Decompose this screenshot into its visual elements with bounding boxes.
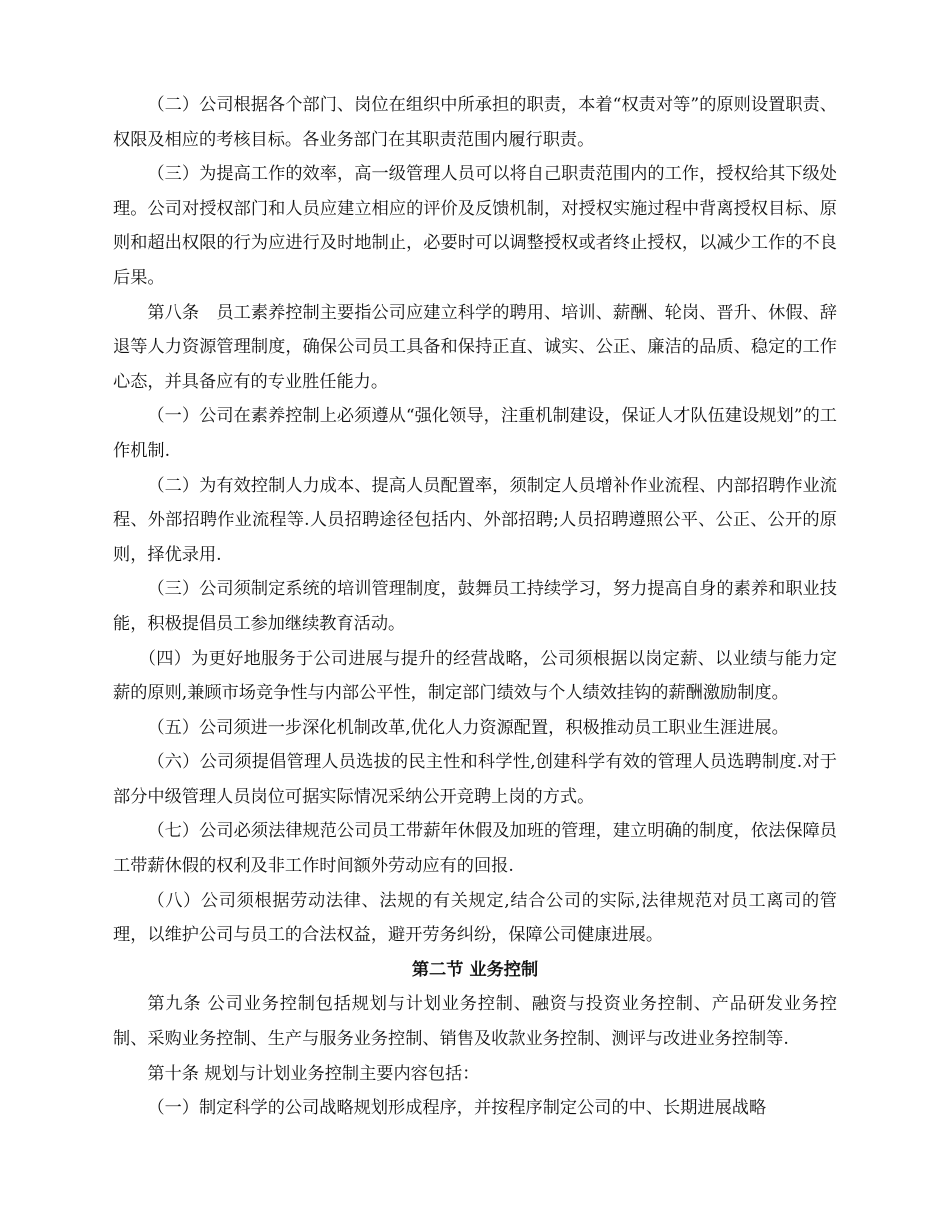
article-8-item-5: （五）公司须进一步深化机制改革,优化人力资源配置，积极推动员工职业生涯进展。	[147, 717, 789, 738]
article-8-item-4: （四）为更好地服务于公司进展与提升的经营战略，公司须根据以岗定薪、以业绩与能力定薪的原则,兼顾市场竞争性与内部公平性，制定部门绩效与个人绩效挂钩的薪酬激励制度。	[113, 648, 837, 704]
article-8-item-3: （三）公司须制定系统的培训管理制度，鼓舞员工持续学习，努力提高自身的素养和职业技能，积极提倡员工参加继续教育活动。	[113, 579, 837, 634]
article-10: 第十条 规划与计划业务控制主要内容包括：	[147, 1063, 480, 1084]
article-10-item-1: （一）制定科学的公司战略规划形成程序，并按程序制定公司的中、长期进展战略	[147, 1098, 767, 1119]
article-8: 第八条 员工素养控制主要指公司应建立科学的聘用、培训、薪酬、轮岗、晋升、休假、辞退等人力资源管理制度，确保公司员工具备和保持正直、诚实、公正、廉洁的品质、稳定的工作心态，并具备应有的专业胜任能力。	[113, 302, 837, 392]
article-9: 第九条 公司业务控制包括规划与计划业务控制、融资与投资业务控制、产品研发业务控制、采购业务控制、生产与服务业务控制、销售及收款业务控制、测评与改进业务控制等.	[113, 994, 837, 1050]
article-8-item-1: （一）公司在素养控制上必须遵从“强化领导，注重机制建设，保证人才队伍建设规划”的工作机制.	[113, 406, 837, 461]
paragraph-2-3: （三）为提高工作的效率，高一级管理人员可以将自己职责范围内的工作，授权给其下级处理。公司对授权部门和人员应建立相应的评价及反馈机制，对授权实施过程中背离授权目标、原则和超出权限的行为应进行及时地制止，必要时可以调整授权或者终止授权，以减少工作的不良后果。	[113, 164, 837, 288]
article-8-item-6: （六）公司须提倡管理人员选拔的民主性和科学性,创建科学有效的管理人员选聘制度.对于部分中级管理人员岗位可据实际情况采纳公开竞聘上岗的方式。	[113, 752, 837, 807]
article-8-item-8: （八）公司须根据劳动法律、法规的有关规定,结合公司的实际,法律规范对员工离司的管理，以维护公司与员工的合法权益，避开劳务纠纷，保障公司健康进展。	[113, 890, 837, 946]
section-heading: 第二节 业务控制	[411, 959, 539, 980]
document-body	[113, 88, 837, 1126]
article-8-item-7: （七）公司必须法律规范公司员工带薪年休假及加班的管理，建立明确的制度，依法保障员工带薪休假的权利及非工作时间额外劳动应有的回报.	[113, 821, 837, 877]
article-8-item-2: （二）为有效控制人力成本、提高人员配置率，须制定人员增补作业流程、内部招聘作业流程、外部招聘作业流程等.人员招聘途径包括内、外部招聘;人员招聘遵照公平、公正、公开的原则，择优录用.	[113, 475, 837, 565]
paragraph-2-2: （二）公司根据各个部门、岗位在组织中所承担的职责，本着“权责对等”的原则设置职责、权限及相应的考核目标。各业务部门在其职责范围内履行职责。	[113, 95, 837, 150]
